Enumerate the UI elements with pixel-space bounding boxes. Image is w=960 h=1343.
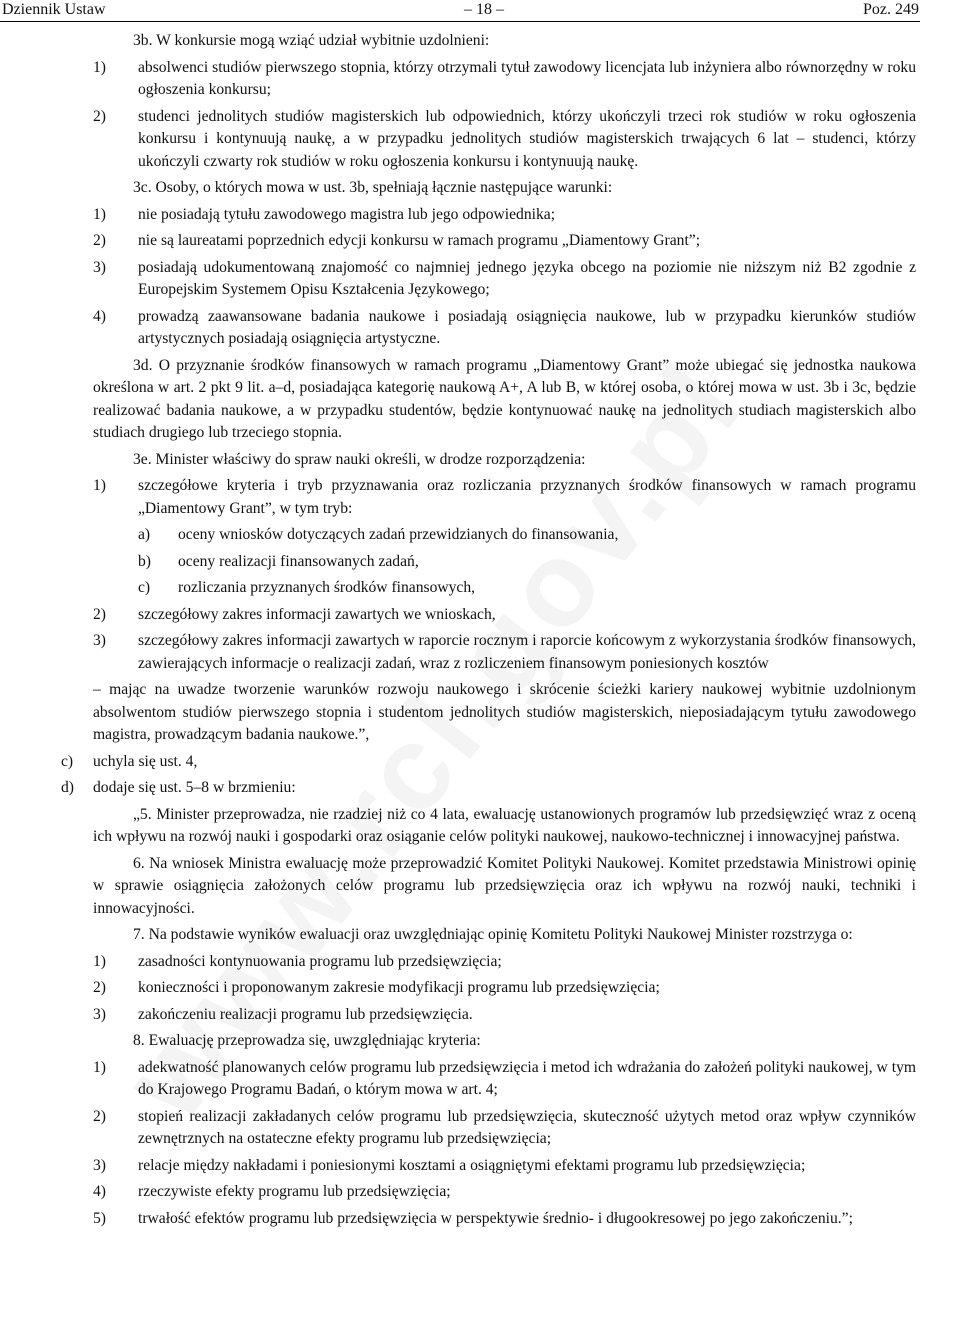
list-item-text: absolwenci studiów pierwszego stopnia, którzy otrzymali tytuł zawodowy licencjata lub inżyniera albo równorzędny w roku ogłoszenia konkursu; bbox=[138, 58, 916, 98]
list-item-text: rzeczywiste efekty programu lub przedsięwzięcia; bbox=[138, 1183, 451, 1200]
list-item bbox=[93, 1106, 916, 1151]
list-item-number: c) bbox=[138, 579, 151, 596]
letter-list-item bbox=[61, 777, 916, 800]
sub-list-item bbox=[138, 577, 916, 600]
list-item-number: 3) bbox=[93, 258, 106, 276]
list-item-text: studenci jednolitych studiów magisterskich lub odpowiednich, którzy ukończyli trzeci rok studiów w roku ogłoszenia konkursu i kontynuują naukę, a w przypadku jednolitych studiów magisterskich trwających 6 lat – studenci, którzy ukończyli czwarty rok studiów w roku ogłoszenia konkursu i kontynuują naukę. bbox=[138, 107, 916, 170]
list-item-number: 2) bbox=[93, 605, 106, 623]
list-item-text: konieczności i proponowanym zakresie modyfikacji programu lub przedsięwzięcia; bbox=[138, 979, 660, 996]
list-item-text: nie są laureatami poprzednich edycji konkursu w ramach programu „Diamentowy Grant”; bbox=[138, 232, 701, 249]
list-item-text: rozliczania przyznanych środków finansowych, bbox=[178, 579, 476, 596]
list-item-text: posiadają udokumentowaną znajomość co najmniej jednego języka obcego na poziomie nie niższym niż B2 zgodnie z Europejskim Systemem Opisu Kształcenia Językowego; bbox=[138, 258, 916, 298]
list-item-text: nie posiadają tytułu zawodowego magistra lub jego odpowiednika; bbox=[138, 205, 556, 223]
list-item-text: dodaje się ust. 5–8 w brzmieniu: bbox=[93, 779, 296, 796]
paragraph: 3b. W konkursie mogą wziąć udział wybitnie uzdolnieni: bbox=[133, 32, 490, 49]
paragraph: 6. Na wniosek Ministra ewaluację może przeprowadzić Komitet Polityki Naukowej. Komitet przedstawia Ministrowi opinię w sprawie osiągnięcia założonych celów programu lub przedsięwzięcia oraz ich wpływu na rozwój nauki, techniki i innowacyjności. bbox=[93, 854, 916, 917]
paragraph: 7. Na podstawie wyników ewaluacji oraz uwzględniając opinię Komitetu Polityki Naukowej Minister rozstrzyga o: bbox=[133, 926, 853, 943]
list-item-text: szczegółowe kryteria i tryb przyznawania oraz rozliczania przyznanych środków finansowych w ramach programu „Diamentowy Grant”, w tym tryb: bbox=[138, 477, 916, 517]
list-item-text: adekwatność planowanych celów programu lub przedsięwzięcia i metod ich wdrażania do założeń polityki naukowej, w tym do Krajowego Programu Badań, o którym mowa w art. 4; bbox=[138, 1058, 916, 1098]
sub-list-item bbox=[138, 551, 916, 574]
list-item-number: 1) bbox=[93, 205, 106, 223]
list-item bbox=[93, 204, 916, 227]
list-item-text: stopień realizacji zakładanych celów programu lub przedsięwzięcia, skuteczność użytych metod oraz wpływ czynników zewnętrznych na ostateczne efekty programu lub przedsięwzięcia; bbox=[138, 1107, 916, 1147]
paragraph: – mając na uwadze tworzenie warunków rozwoju naukowego i skrócenie ścieżki kariery naukowej wybitnie uzdolnionym absolwentom studiów pierwszego stopnia i studentom jednolitych studiów magisterskich, nieposiadającym tytułu zawodowego magistra, prowadzącym badania naukowe.”, bbox=[93, 681, 916, 743]
list-item-text: oceny realizacji finansowanych zadań, bbox=[178, 552, 419, 570]
list-item bbox=[93, 1155, 916, 1178]
list-item bbox=[93, 106, 916, 174]
list-item-number: 5) bbox=[93, 1209, 106, 1227]
list-item-text: prowadzą zaawansowane badania naukowe i posiadają osiągnięcia naukowe, lub w przypadku kierunków studiów artystycznych posiadają osiągnięcia artystyczne. bbox=[138, 307, 916, 347]
list-item-text: relacje między nakładami i poniesionymi kosztami a osiągniętymi efektami programu lub przedsięwzięcia; bbox=[138, 1156, 806, 1174]
list-item-text: szczegółowy zakres informacji zawartych w raporcie rocznym i raporcie końcowym z wykorzystania środków finansowych, zawierających informacje o realizacji zadań, wraz z rozliczeniem finansowym poniesionych kosztów bbox=[138, 632, 916, 672]
page-number: – 18 – bbox=[464, 1, 504, 18]
paragraph: 3e. Minister właściwy do spraw nauki określi, w drodze rozporządzenia: bbox=[133, 450, 586, 468]
list-item bbox=[93, 57, 916, 102]
list-item-number: 2) bbox=[93, 107, 106, 125]
list-item bbox=[93, 630, 916, 675]
page-header bbox=[0, 0, 960, 22]
list-item-number: 4) bbox=[93, 1183, 106, 1200]
sub-list-item bbox=[138, 524, 916, 547]
list-item bbox=[93, 306, 916, 351]
list-item bbox=[93, 1181, 916, 1204]
paragraph: 3c. Osoby, o których mowa w ust. 3b, spełniają łącznie następujące warunki: bbox=[133, 179, 613, 196]
list-item-text: zasadności kontynuowania programu lub przedsięwzięcia; bbox=[138, 952, 502, 970]
list-item bbox=[93, 475, 916, 520]
list-item bbox=[93, 257, 916, 302]
list-item-number: 2) bbox=[93, 1107, 106, 1125]
list-item bbox=[93, 977, 916, 1000]
list-item-number: 3) bbox=[93, 1156, 106, 1174]
letter-list-item bbox=[61, 751, 916, 774]
list-item-text: szczegółowy zakres informacji zawartych we wnioskach, bbox=[138, 605, 496, 623]
list-item-number: 2) bbox=[93, 979, 106, 996]
paragraph: „5. Minister przeprowadza, nie rzadziej niż co 4 lata, ewaluację ustanowionych programów lub przedsięwzięć wraz z oceną ich wpływu na rozwój nauki i gospodarki oraz osiąganie celów polityki naukowej, naukowo-technicznej i innowacyjnej państwa. bbox=[93, 805, 916, 845]
document-body bbox=[61, 30, 916, 1234]
list-item-number: a) bbox=[138, 526, 151, 543]
list-item-number: 1) bbox=[93, 477, 106, 494]
list-item-number: c) bbox=[61, 752, 74, 770]
paragraph: 8. Ewaluację przeprowadza się, uwzględniając kryteria: bbox=[133, 1032, 481, 1049]
list-item-number: 1) bbox=[93, 1058, 106, 1076]
list-item-number: 1) bbox=[93, 58, 106, 76]
paragraph: 3d. O przyznanie środków finansowych w ramach programu „Diamentowy Grant” może ubiegać się jednostka naukowa określona w art. 2 pkt 9 lit. a–d, posiadająca kategorię naukową A+, A lub B, w której osoba, o której mowa w ust. 3b i 3c, będzie realizować badania naukowe, a w przypadku studentów, będzie kontynuować naukę na jednolitych studiach magisterskich albo studiach drugiego lub trzeciego stopnia. bbox=[93, 356, 916, 441]
list-item-text: uchyla się ust. 4, bbox=[93, 752, 198, 770]
list-item bbox=[93, 604, 916, 627]
list-item-text: zakończeniu realizacji programu lub przedsięwzięcia. bbox=[138, 1005, 473, 1023]
list-item-number: 1) bbox=[93, 952, 106, 970]
header-rule bbox=[0, 21, 920, 22]
journal-title: Dziennik Ustaw bbox=[2, 1, 106, 18]
list-item bbox=[93, 1208, 916, 1231]
list-item-number: 3) bbox=[93, 1005, 106, 1023]
position-number: Poz. 249 bbox=[863, 1, 919, 18]
list-item bbox=[93, 1057, 916, 1102]
list-item bbox=[93, 951, 916, 974]
list-item-text: trwałość efektów programu lub przedsięwzięcia w perspektywie średnio- i długookresowej po jego zakończeniu.”; bbox=[138, 1209, 853, 1227]
list-item-number: b) bbox=[138, 552, 151, 570]
list-item-number: 2) bbox=[93, 232, 106, 249]
list-item-text: oceny wniosków dotyczących zadań przewidzianych do finansowania, bbox=[178, 526, 619, 543]
list-item-number: d) bbox=[61, 779, 74, 796]
list-item bbox=[93, 230, 916, 253]
list-item-number: 3) bbox=[93, 632, 106, 649]
list-item bbox=[93, 1004, 916, 1027]
list-item-number: 4) bbox=[93, 307, 106, 325]
